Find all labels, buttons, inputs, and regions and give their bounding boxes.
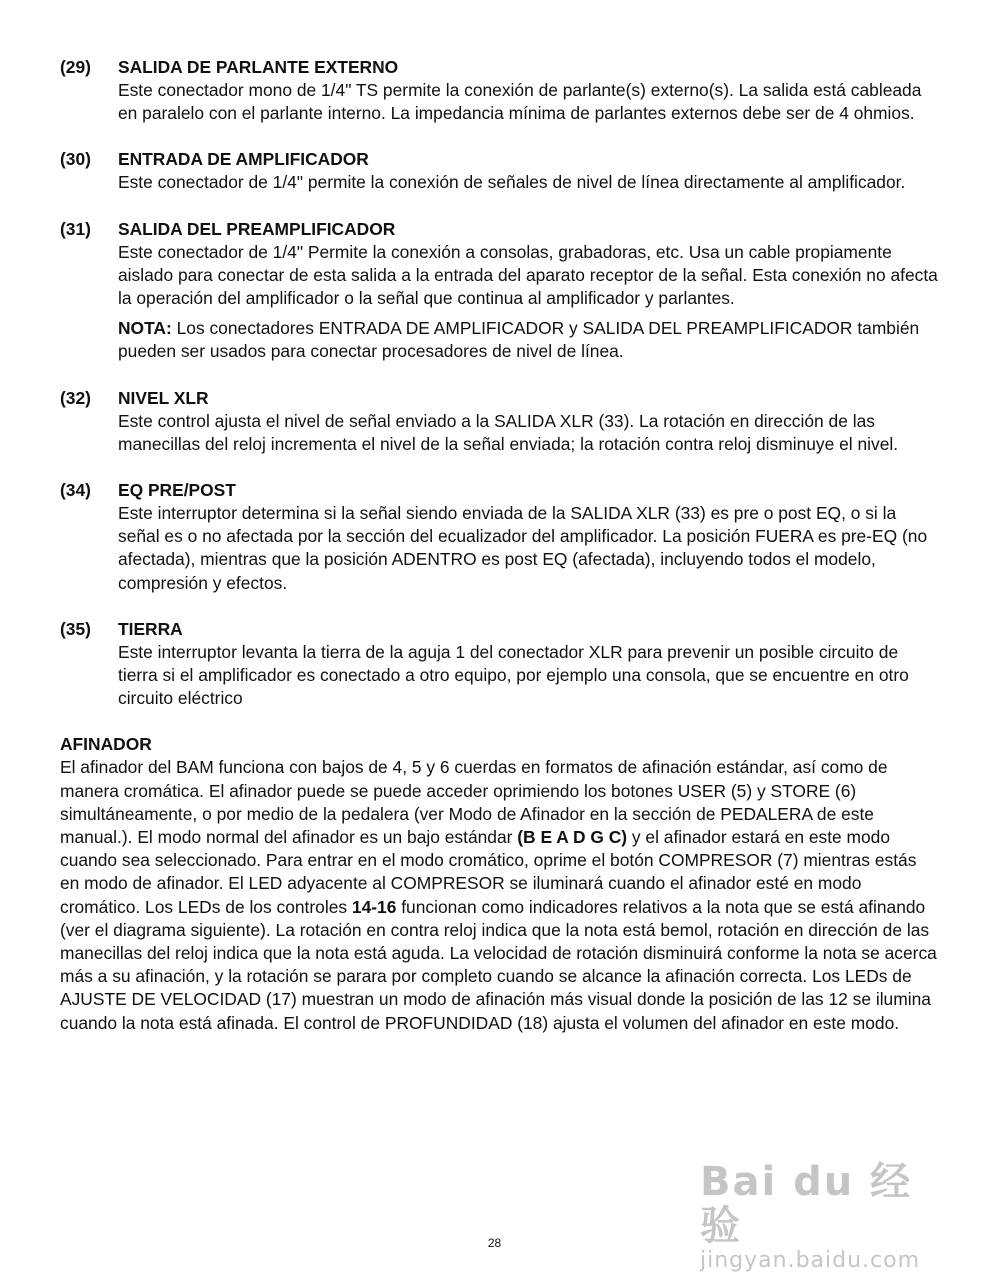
page-number: 28 bbox=[487, 1236, 502, 1250]
section-text: Este interruptor levanta la tierra de la aguja 1 del conectador XLR para prevenir un posible circuito de tierra si el amplificador es conectado a otro equipo, por ejemplo una consola, que se encuentre en otro circuito eléctrico bbox=[118, 641, 909, 709]
note-paragraph bbox=[118, 317, 940, 363]
section-text: Este control ajusta el nivel de señal enviado a la SALIDA XLR (33). La rotación en dirección de las manecillas del reloj incrementa el nivel de la señal enviada; la rotación contra reloj disminuye el nivel. bbox=[118, 410, 899, 454]
tuning-notes: (B E A D G C) bbox=[517, 827, 628, 848]
section-29 bbox=[60, 56, 940, 125]
section-31 bbox=[60, 218, 940, 364]
section-number: (35) bbox=[60, 618, 91, 639]
watermark-logo: Bai du 经验 bbox=[700, 1159, 913, 1249]
tuner-text: El afinador del BAM funciona con bajos de 4, 5 y 6 cuerdas en formatos de afinación estándar, así como de manera cromática. El afinador puede se puede acceder oprimiendo los botones USER (5) y STORE (6) simultáneamente, o por medio de la pedalera (ver Modo de Afinador en la sección de PEDALERA de este manual.). El modo normal del afinador es un bajo estándar (B E A D G C) y el afinador estará en este modo cuando sea seleccionado. Para entrar en el modo cromático, oprime el botón COMPRESOR (7) mientras estás en modo de afinador. El LED adyacente al COMPRESOR se iluminará cuando el afinador esté en modo cromático. Los LEDs de los controles 14-16 funcionan como indicadores relativos a la nota que se está afinando (ver el diagrama siguiente). La rotación en contra reloj indica que la nota está bemol, rotación en dirección de las manecillas del reloj indica que la nota está aguda. La velocidad de rotación disminuirá conforme la nota se acerca más a su afinación, y la rotación se parara por completo cuando se alcance la afinación correcta. Los LEDs de AJUSTE DE VELOCIDAD (17) muestran un modo de afinación más visual donde la posición de las 12 se ilumina cuando la nota está afinada. El control de PROFUNDIDAD (18) ajusta el volumen del afinador en este modo. bbox=[60, 757, 937, 1033]
section-number: (32) bbox=[60, 387, 91, 408]
section-title: NIVEL XLR bbox=[118, 387, 209, 408]
section-title: ENTRADA DE AMPLIFICADOR bbox=[118, 149, 369, 170]
section-number: (34) bbox=[60, 480, 91, 501]
document-page bbox=[60, 56, 940, 1035]
tuner-section bbox=[60, 733, 940, 1034]
section-number: (31) bbox=[60, 218, 91, 239]
section-30 bbox=[60, 148, 940, 194]
watermark bbox=[700, 1159, 940, 1273]
section-number: (30) bbox=[60, 149, 91, 170]
section-title: EQ PRE/POST bbox=[118, 480, 236, 501]
section-text: Este interruptor determina si la señal siendo enviada de la SALIDA XLR (33) es pre o post EQ, o si la señal es o no afectada por la sección del ecualizador del amplificador. La posición FUERA es pre-EQ (no afectada), mientras que la posición ADENTRO es post EQ (afectada), incluyendo todos el modelo, compresión y efectos. bbox=[118, 503, 928, 593]
section-text: Este conectador de 1/4" permite la conexión de señales de nivel de línea directamente al amplificador. bbox=[118, 172, 906, 193]
watermark-url: jingyan.baidu.com bbox=[700, 1248, 921, 1273]
section-text: Este conectador de 1/4" Permite la conexión a consolas, grabadoras, etc. Usa un cable propiamente aislado para conectar de esta salida a la entrada del aparato receptor de la señal. Esta conexión no afecta la operación del amplificador o la señal que continua al amplificador y parlantes. bbox=[118, 241, 938, 309]
section-34 bbox=[60, 479, 940, 595]
section-title: SALIDA DEL PREAMPLIFICADOR bbox=[118, 218, 396, 239]
note-label: NOTA: bbox=[118, 318, 172, 339]
control-range: 14-16 bbox=[351, 896, 397, 917]
note-text: Los conectadores ENTRADA DE AMPLIFICADOR y SALIDA DEL PREAMPLIFICADOR también pueden ser usados para conectar procesadores de nivel de línea. bbox=[118, 318, 920, 362]
section-32 bbox=[60, 387, 940, 456]
section-35 bbox=[60, 618, 940, 711]
section-title: SALIDA DE PARLANTE EXTERNO bbox=[118, 57, 399, 77]
section-text: Este conectador mono de 1/4" TS permite la conexión de parlante(s) externo(s). La salida está cableada en paralelo con el parlante interno. La impedancia mínima de parlantes externos debe ser de 4 ohmios. bbox=[118, 80, 922, 124]
tuner-title: AFINADOR bbox=[60, 734, 152, 755]
section-number: (29) bbox=[60, 57, 91, 77]
section-title: TIERRA bbox=[118, 618, 183, 639]
